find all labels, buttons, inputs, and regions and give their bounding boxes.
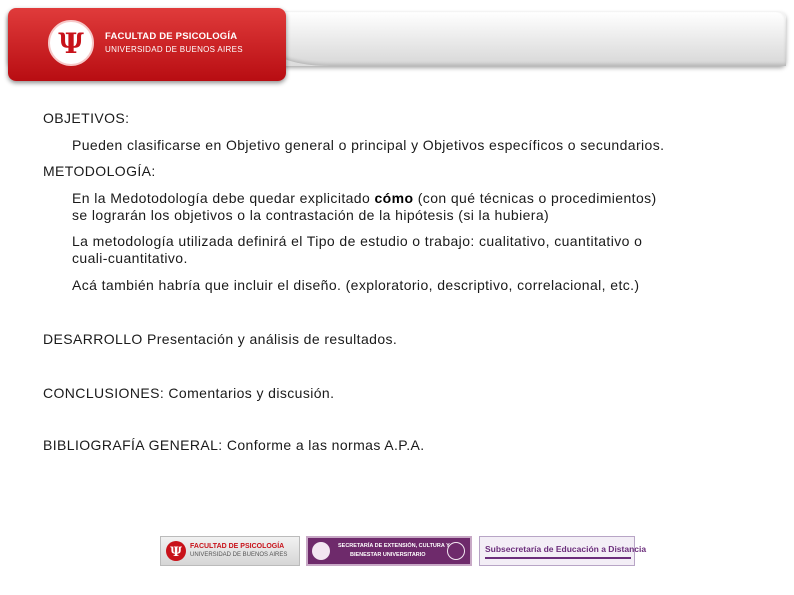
conclusiones-text: CONCLUSIONES: Comentarios y discusión. — [43, 385, 335, 401]
header-decoration — [270, 12, 786, 66]
bibliografia-text: BIBLIOGRAFÍA GENERAL: Conforme a las normas A.P.A. — [43, 437, 425, 453]
crest-icon — [312, 542, 330, 560]
footer-logo1-subtitle: UNIVERSIDAD DE BUENOS AIRES — [190, 552, 288, 558]
logo-title: FACULTAD DE PSICOLOGÍA — [105, 31, 238, 42]
footer-logo-distancia — [479, 536, 647, 566]
svg-text:Ψ: Ψ — [58, 28, 84, 58]
metodologia-paragraph-3: Acá también habría que incluir el diseño. (exploratorio, descriptivo, correlacional, etc.) — [72, 277, 640, 293]
psi-outline-icon — [447, 542, 465, 560]
metodologia-p2-line1: La metodología utilizada definirá el Tipo de estudio o trabajo: cualitativo, cuantitativo o — [72, 233, 643, 249]
faculty-logo — [8, 8, 286, 81]
footer-logo3-underline — [485, 557, 631, 559]
footer-logo-facultad — [160, 536, 300, 566]
metodologia-p1-line2: se lograrán los objetivos o la contrastación de la hipótesis (si la hubiera) — [72, 207, 550, 223]
footer-logo3-text: Subsecretaría de Educación a Distancia — [485, 544, 647, 554]
metodologia-p2-line2: cuali-cuantitativo. — [72, 250, 188, 266]
objetivos-text: Pueden clasificarse en Objetivo general o principal y Objetivos específicos o secundarios. — [72, 137, 665, 153]
svg-text:Ψ: Ψ — [170, 545, 182, 558]
footer-logo2-line2: BIENESTAR UNIVERSITARIO — [350, 552, 426, 558]
footer-logo-extension — [306, 536, 472, 566]
psi-logo-icon — [48, 20, 94, 66]
metodologia-paragraph-1 — [72, 190, 657, 207]
logo-subtitle: UNIVERSIDAD DE BUENOS AIRES — [105, 45, 243, 54]
objetivos-heading: OBJETIVOS: — [43, 110, 130, 126]
metodologia-heading: METODOLOGÍA: — [43, 163, 156, 179]
footer-logo1-title: FACULTAD DE PSICOLOGÍA — [190, 543, 285, 550]
footer-logo2-line1: SECRETARÍA DE EXTENSIÓN, CULTURA Y — [338, 543, 450, 549]
metodologia-p1-post: (con qué técnicas o procedimientos) — [413, 190, 657, 206]
desarrollo-text: DESARROLLO Presentación y análisis de resultados. — [43, 331, 398, 347]
metodologia-p1-bold: cómo — [374, 190, 414, 206]
psi-icon — [166, 541, 186, 561]
metodologia-p1-pre: En la Medotodología debe quedar explicitado — [72, 190, 375, 206]
